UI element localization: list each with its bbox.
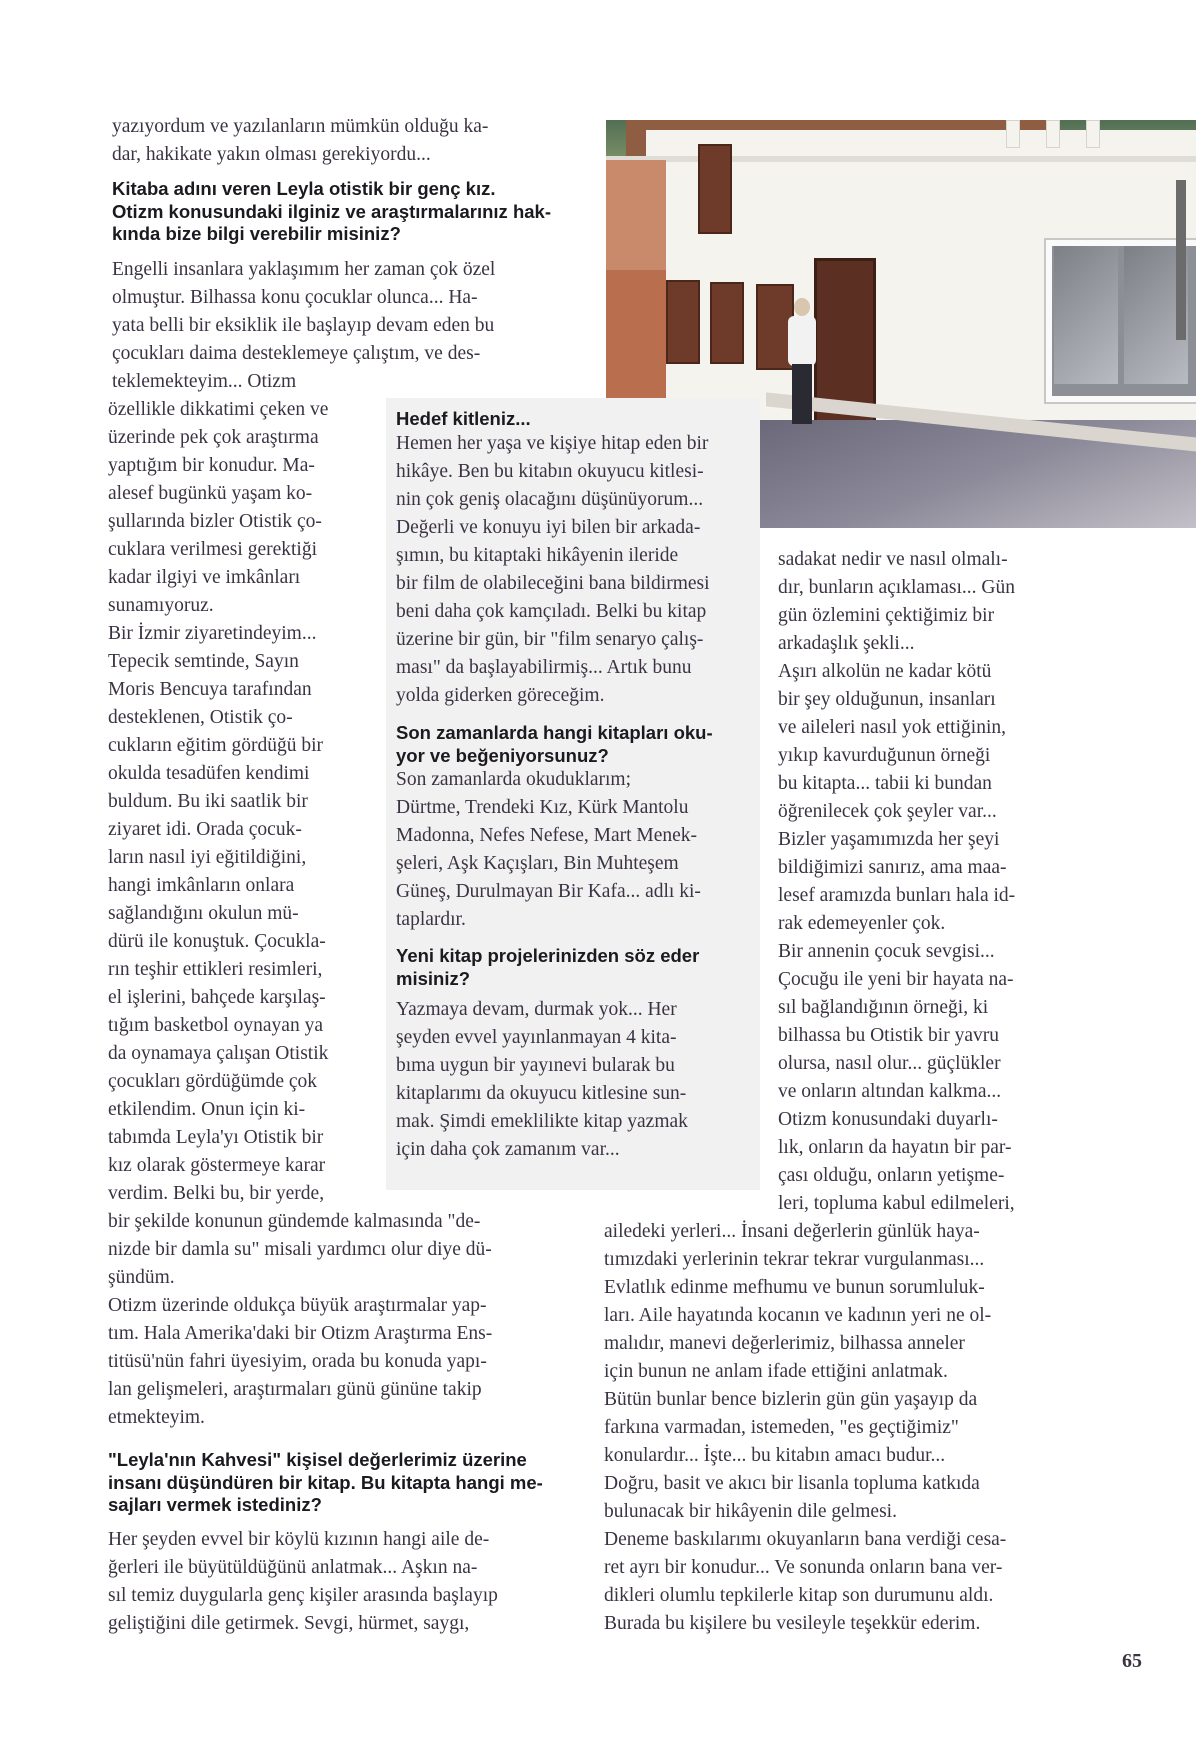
- text-line: lan gelişmeleri, araştırmaları günü gününe takip: [108, 1379, 482, 1400]
- question-line: Hedef kitleniz...: [396, 408, 531, 429]
- text-line: kız olarak göstermeye karar: [108, 1155, 326, 1176]
- text-line: Son zamanlarda okuduklarım;: [396, 769, 632, 790]
- text-line: arkadaşlık şekli...: [778, 633, 915, 654]
- text-line: rın teşhir ettikleri resimleri,: [108, 959, 323, 980]
- text-line: leri, topluma kabul edilmeleri,: [778, 1193, 1015, 1214]
- text-line: şündüm.: [108, 1267, 175, 1288]
- text-line: Burada bu kişilere bu vesileyle teşekkür ederim.: [604, 1613, 981, 1634]
- text-line: Bir annenin çocuk sevgisi...: [778, 941, 995, 962]
- text-line: Bir İzmir ziyaretindeyim...: [108, 623, 317, 644]
- text-line: Tepecik semtinde, Sayın: [108, 651, 299, 672]
- text-line: geliştiğini dile getirmek. Sevgi, hürmet, saygı,: [108, 1613, 470, 1634]
- text-line: farkına varmadan, istemeden, "es geçtiğimiz": [604, 1417, 959, 1438]
- text-line: sıl bağlandığının örneği, ki: [778, 997, 989, 1018]
- text-line: kadar ilgiyi ve imkânları: [108, 567, 301, 588]
- question-line: yor ve beğeniyorsunuz?: [396, 744, 609, 766]
- text-line: ğerleri ile büyütüldüğünü anlatmak... Aşkın na-: [108, 1557, 478, 1578]
- parapet: [1006, 120, 1020, 148]
- question-line: insanı düşündüren bir kitap. Bu kitapta hangi me-: [108, 1471, 543, 1493]
- text-line: olursa, nasıl olur... güçlükler: [778, 1053, 1001, 1074]
- text-line: ları. Aile hayatında kocanın ve kadının yeri ne ol-: [604, 1305, 992, 1326]
- text-line: Moris Bencuya tarafından: [108, 679, 312, 700]
- text-line: nin çok geniş olacağını düşünüyorum...: [396, 489, 704, 510]
- text-line: olmuştur. Bilhassa konu çocuklar olunca... Ha-: [112, 287, 478, 308]
- text-line: şeleri, Aşk Kaçışları, Bin Muhteşem: [396, 853, 679, 874]
- text-line: yolda giderken göreceğim.: [396, 685, 605, 706]
- question-line: Otizm konusundaki ilginiz ve araştırmalarınız hak-: [112, 200, 551, 222]
- text-line: bir şey olduğunun, insanları: [778, 689, 996, 710]
- text-line: titüsü'nün fahri üyesiyim, orada bu konuda yapı-: [108, 1351, 487, 1372]
- text-line: taplardır.: [396, 909, 466, 930]
- text-line: özellikle dikkatimi çeken ve: [108, 399, 329, 420]
- text-line: malıdır, manevi değerlerimiz, bilhassa anneler: [604, 1333, 965, 1354]
- person-legs: [792, 364, 812, 424]
- question-line: Son zamanlarda hangi kitapları oku-: [396, 722, 713, 743]
- text-line: ve aileleri nasıl yok ettiğinin,: [778, 717, 1006, 738]
- text-line: Engelli insanlara yaklaşımım her zaman çok özel: [112, 259, 496, 280]
- text-line: lesef aramızda bunları hala id-: [778, 885, 1016, 906]
- text-line: Yazmaya devam, durmak yok... Her: [396, 999, 677, 1020]
- text-line: Değerli ve konuyu iyi bilen bir arkada-: [396, 517, 701, 538]
- text-line: buldum. Bu iki saatlik bir: [108, 791, 308, 812]
- text-line: tabımda Leyla'yı Otistik bir: [108, 1127, 324, 1148]
- text-line: şeyden evvel yayınlanmayan 4 kita-: [396, 1027, 677, 1048]
- roofline: [606, 156, 1196, 162]
- text-line: nizde bir damla su" misali yardımcı olur diye dü-: [108, 1239, 492, 1260]
- text-line: sıl temiz duygularla genç kişiler arasında başlayıp: [108, 1585, 498, 1606]
- text-line: desteklenen, Otistik ço-: [108, 707, 293, 728]
- text-line: okulda tesadüfen kendimi: [108, 763, 310, 784]
- text-line: tığım basketbol oynayan ya: [108, 1015, 323, 1036]
- question-line: Kitaba adını veren Leyla otistik bir genç kız.: [112, 178, 496, 199]
- parapet: [1086, 120, 1100, 148]
- text-line: bir film de olabileceğini bana bildirmesi: [396, 573, 710, 594]
- text-line: hikâye. Ben bu kitabın okuyucu kitlesi-: [396, 461, 704, 482]
- text-line: konulardır... İşte... bu kitabın amacı budur...: [604, 1445, 946, 1466]
- text-line: Doğru, basit ve akıcı bir lisanla topluma katkıda: [604, 1473, 980, 1494]
- text-line: Çocuğu ile yeni bir hayata na-: [778, 969, 1014, 990]
- person: [782, 298, 822, 426]
- text-line: üzerine bir gün, bir "film senaryo çalış-: [396, 629, 704, 650]
- text-line: verdim. Belki bu, bir yerde,: [108, 1183, 325, 1204]
- window-shutter: [710, 282, 744, 364]
- text-line: sağlandığını okulun mü-: [108, 903, 299, 924]
- text-line: teklemekteyim... Otizm: [112, 371, 297, 392]
- text-line: Güneş, Durulmayan Bir Kafa... adlı ki-: [396, 881, 701, 902]
- large-window: [1046, 240, 1196, 402]
- text-line: Hemen her yaşa ve kişiye hitap eden bir: [396, 433, 709, 454]
- text-line: Deneme baskılarımı okuyanların bana verdiği cesa-: [604, 1529, 1007, 1550]
- text-line: dar, hakikate yakın olması gerekiyordu...: [112, 144, 431, 165]
- text-line: Aşırı alkolün ne kadar kötü: [778, 661, 992, 682]
- text-line: mak. Şimdi emeklilikte kitap yazmak: [396, 1111, 688, 1132]
- text-line: yıkıp kavurduğunun örneği: [778, 745, 991, 766]
- text-line: Otizm üzerinde oldukça büyük araştırmalar yap-: [108, 1295, 487, 1316]
- text-line: da oynamaya çalışan Otistik: [108, 1043, 329, 1064]
- text-line: çocukları daima desteklemeye çalıştım, ve des-: [112, 343, 481, 364]
- text-line: el işlerini, bahçede karşılaş-: [108, 987, 326, 1008]
- text-line: dır, bunların açıklaması... Gün: [778, 577, 1015, 598]
- text-line: ailedeki yerleri... İnsani değerlerin günlük haya-: [604, 1221, 980, 1242]
- text-line: cuklara verilmesi gerektiği: [108, 539, 317, 560]
- text-line: cukların eğitim gördüğü bir: [108, 735, 323, 756]
- text-line: bir şekilde konunun gündemde kalmasında "de-: [108, 1211, 481, 1232]
- question-line: misiniz?: [396, 967, 471, 989]
- text-line: çocukları gördüğümde çok: [108, 1071, 318, 1092]
- text-line: şımın, bu kitaptaki hikâyenin ileride: [396, 545, 679, 566]
- question-line: "Leyla'nın Kahvesi" kişisel değerlerimiz üzerine: [108, 1449, 527, 1470]
- text-line: Evlatlık edinme mefhumu ve bunun sorumluluk-: [604, 1277, 985, 1298]
- text-line: ması" da başlayabilirmiş... Artık bunu: [396, 657, 692, 678]
- question-line: kında bize bilgi verebilir misiniz?: [112, 223, 401, 244]
- question-line: Yeni kitap projelerinizden söz eder: [396, 945, 700, 966]
- text-line: Otizm konusundaki duyarlı-: [778, 1109, 998, 1130]
- window-pane: [1054, 246, 1118, 384]
- window-shutter: [666, 280, 700, 364]
- text-line: hangi imkânların onlara: [108, 875, 295, 896]
- text-line: yaptığım bir konudur. Ma-: [108, 455, 315, 476]
- upper-shutter: [698, 144, 732, 234]
- text-line: için daha çok zamanım var...: [396, 1139, 620, 1160]
- text-line: Dürtme, Trendeki Kız, Kürk Mantolu: [396, 797, 689, 818]
- sign-pole: [1176, 180, 1186, 340]
- text-line: bu kitapta... tabii ki bundan: [778, 773, 992, 794]
- text-line: gün özlemini çektiğimiz bir: [778, 605, 995, 626]
- text-line: ziyaret idi. Orada çocuk-: [108, 819, 302, 840]
- text-line: tım. Hala Amerika'daki bir Otizm Araştırma Ens-: [108, 1323, 493, 1344]
- text-line: şullarında bizler Otistik ço-: [108, 511, 322, 532]
- text-line: bildiğimizi sanırız, ama maa-: [778, 857, 1007, 878]
- text-line: alesef bugünkü yaşam ko-: [108, 483, 313, 504]
- text-line: bıma uygun bir yayınevi bularak bu: [396, 1055, 675, 1076]
- text-line: dikleri olumlu tepkilerle kitap son durumunu aldı.: [604, 1585, 994, 1606]
- text-line: sadakat nedir ve nasıl olmalı-: [778, 549, 1008, 570]
- text-line: üzerinde pek çok araştırma: [108, 427, 319, 448]
- text-line: dürü ile konuştuk. Çocukla-: [108, 931, 326, 952]
- text-line: Madonna, Nefes Nefese, Mart Menek-: [396, 825, 698, 846]
- text-line: tımızdaki yerlerinin tekrar tekrar vurgulanması...: [604, 1249, 985, 1270]
- text-line: için bunun ne anlam ifade ettiğini anlatmak.: [604, 1361, 948, 1382]
- text-line: yata belli bir eksiklik ile başlayıp devam eden bu: [112, 315, 495, 336]
- text-line: Bizler yaşamımızda her şeyi: [778, 829, 1000, 850]
- parapet: [1046, 120, 1060, 148]
- text-line: rak edemeyenler çok.: [778, 913, 946, 934]
- text-line: sunamıyoruz.: [108, 595, 214, 616]
- text-line: ve onların altından kalkma...: [778, 1081, 1002, 1102]
- text-line: bilhassa bu Otistik bir yavru: [778, 1025, 999, 1046]
- question-line: sajları vermek istediniz?: [108, 1494, 322, 1515]
- text-line: çası olduğu, onların yetişme-: [778, 1165, 1005, 1186]
- text-line: ret ayrı bir konudur... Ve sonunda onların bana ver-: [604, 1557, 1003, 1578]
- text-line: öğrenilecek çok şeyler var...: [778, 801, 997, 822]
- person-shirt: [788, 316, 816, 366]
- text-line: beni daha çok kamçıladı. Belki bu kitap: [396, 601, 707, 622]
- text-line: ların nasıl iyi eğitildiğini,: [108, 847, 307, 868]
- text-line: Bütün bunlar bence bizlerin gün gün yaşayıp da: [604, 1389, 978, 1410]
- text-line: yazıyordum ve yazılanların mümkün olduğu ka-: [112, 116, 489, 137]
- text-line: kitaplarımı da okuyucu kitlesine sun-: [396, 1083, 687, 1104]
- text-line: bulunacak bir hikâyenin dile gelmesi.: [604, 1501, 897, 1522]
- page-number: 65: [1122, 1650, 1142, 1672]
- person-head: [794, 298, 810, 316]
- text-line: etkilendim. Onun için ki-: [108, 1099, 306, 1120]
- text-line: Her şeyden evvel bir köylü kızının hangi aile de-: [108, 1529, 490, 1550]
- text-line: lık, onların da hayatın bir par-: [778, 1137, 1012, 1158]
- text-line: etmekteyim.: [108, 1407, 205, 1428]
